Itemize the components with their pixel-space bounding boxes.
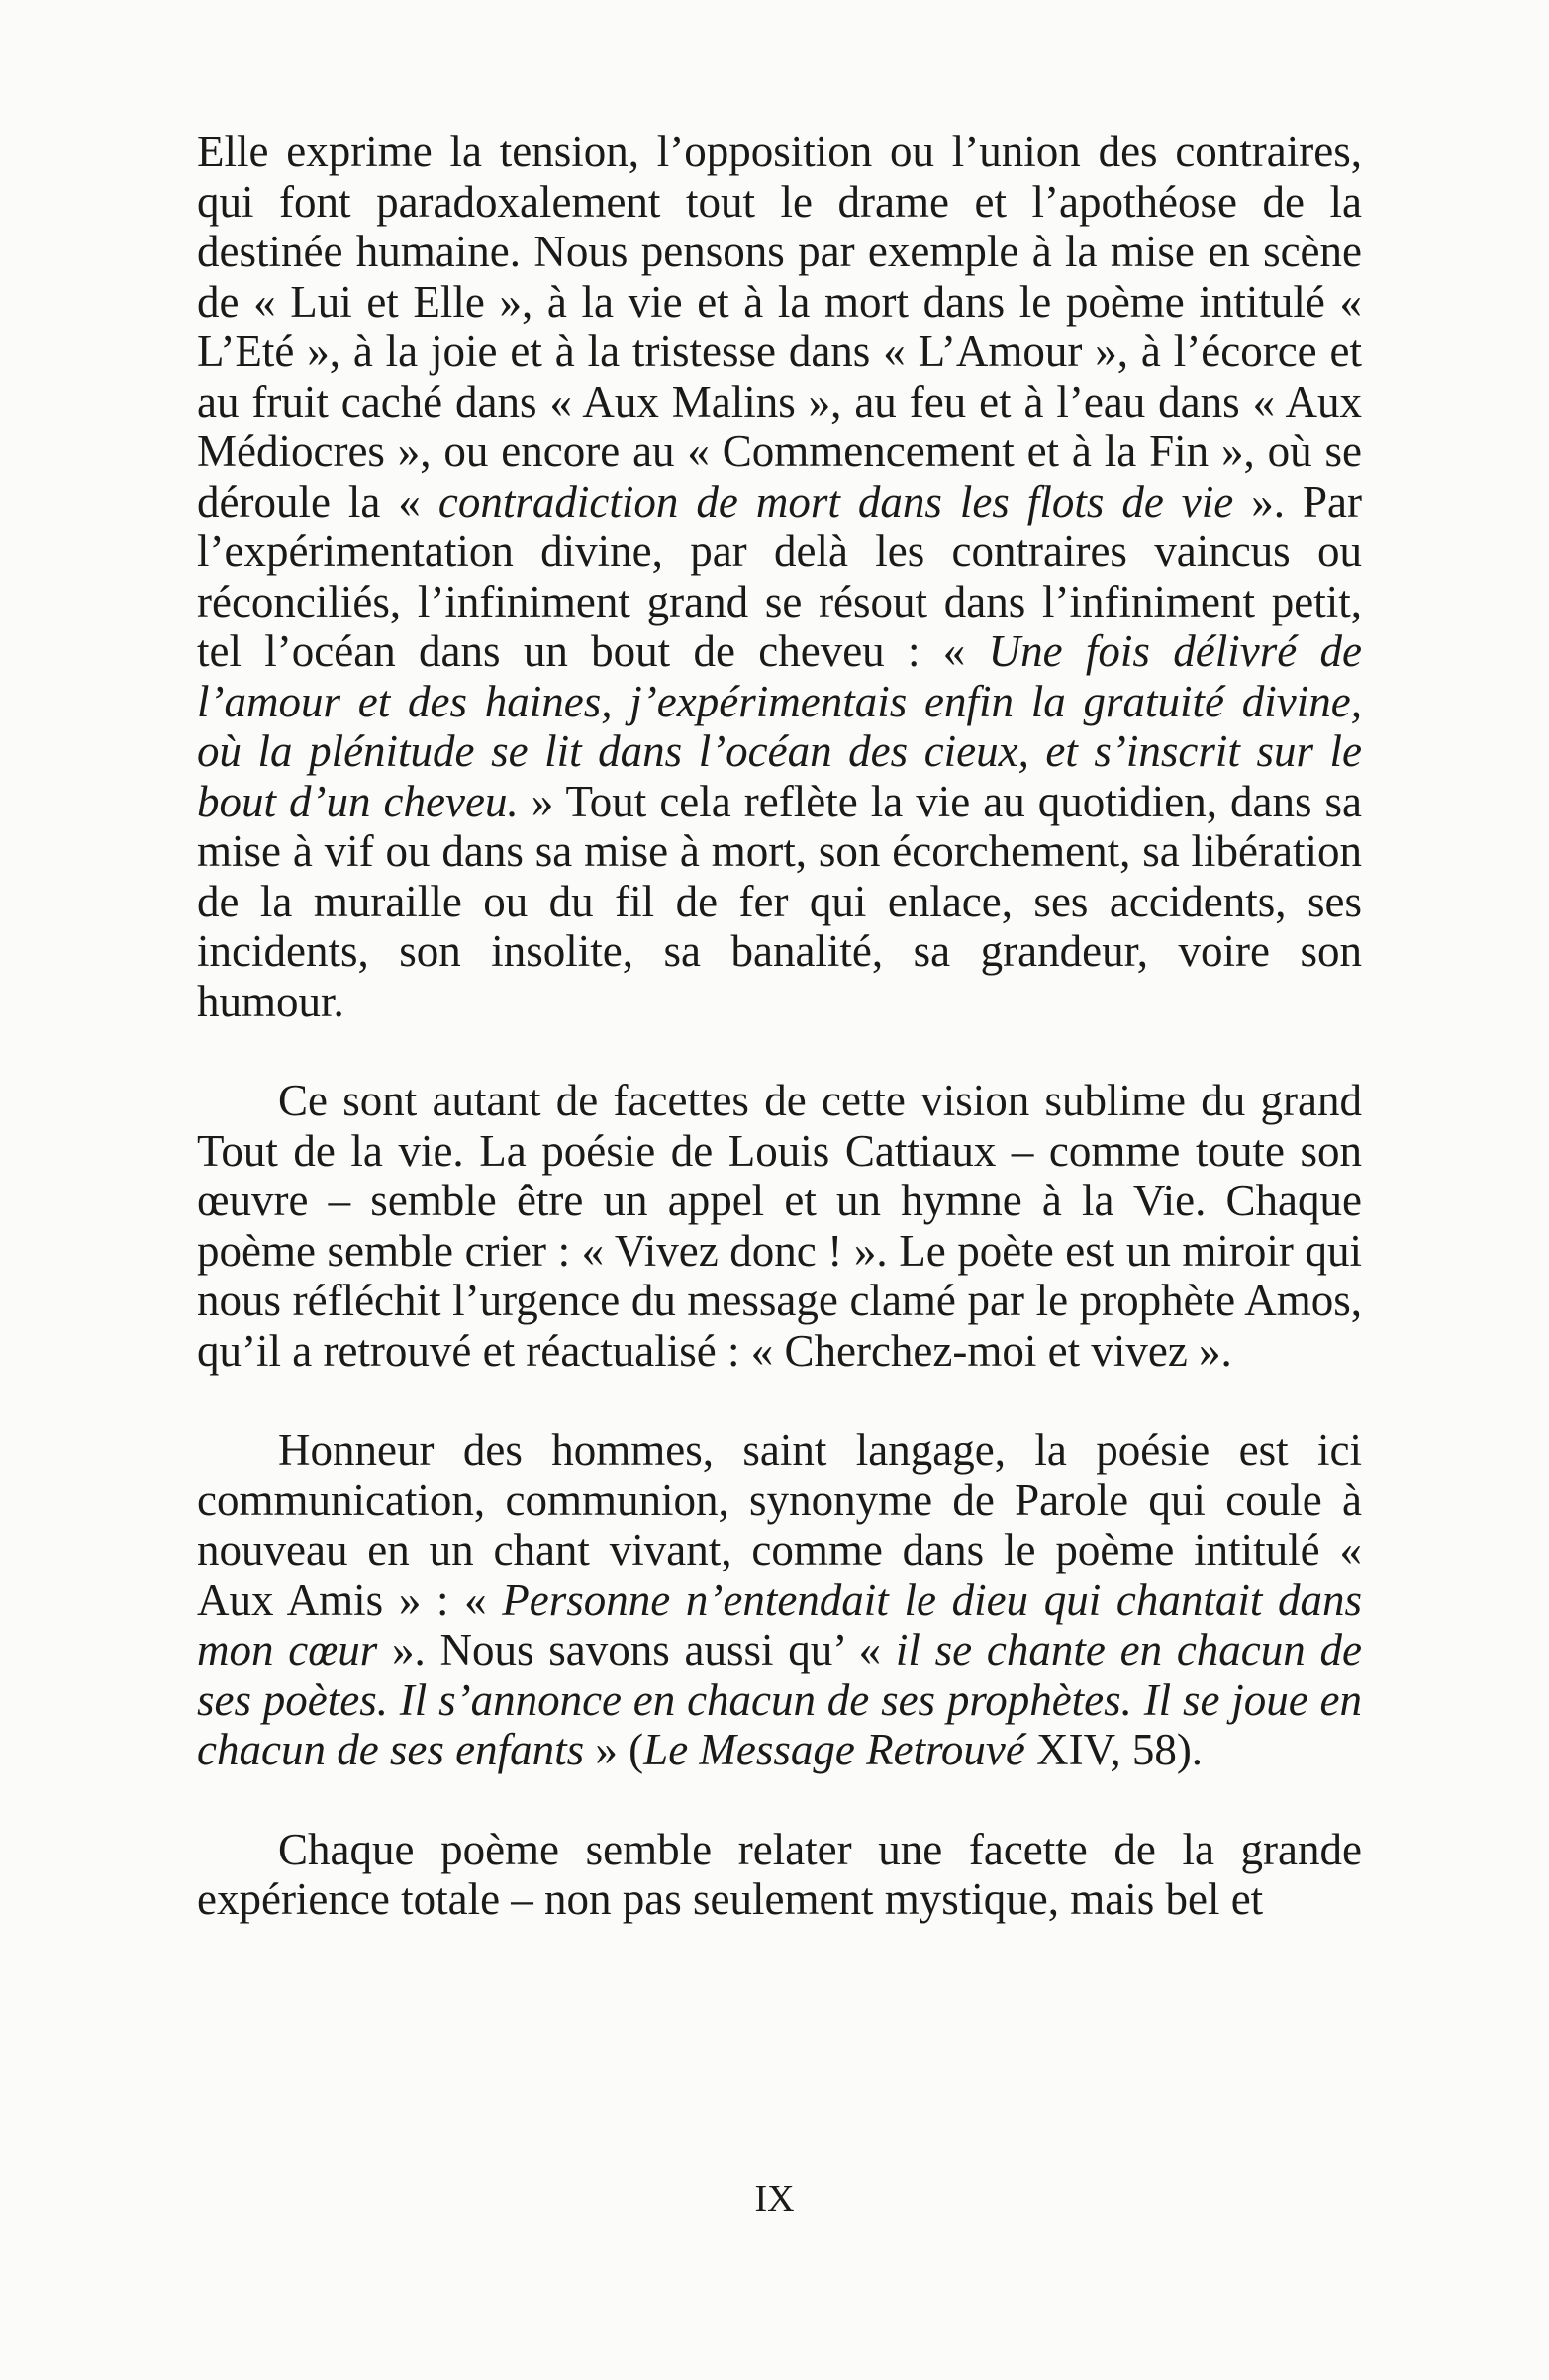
paragraph-1 [197,127,1362,1026]
paragraph-4 [197,1825,1362,1925]
italic-quote: il se chante en chacun de ses poètes. Il s’annonce en chacun de ses prophètes. Il se joue en chacun de ses enfants [197,1625,1362,1774]
italic-quote: Une fois délivré de l’amour et des haines, j’expérimentais enfin la gratuité divine, où la plénitude se lit dans l’océan des cieux, et s’inscrit sur le bout d’un cheveu. [197,626,1362,826]
page-number: IX [754,2178,795,2220]
paragraph-3 [197,1425,1362,1775]
text-run: Honneur des hommes, saint langage, la poésie est ici communication, communion, synonyme de Parole qui coule à nouveau en un chant vivant, comme dans le poème intitulé « Aux Amis » : « [197,1425,1362,1625]
italic-quote: contradiction de mort dans les flots de vie [437,476,1234,526]
text-run: Chaque poème semble relater une facette de la grande expérience totale – non pas seulement mystique, mais bel et [197,1824,1362,1924]
italic-quote: Personne n’entendait le dieu qui chantait dans mon cœur [197,1574,1362,1674]
text-run: ». Nous savons aussi qu’ « [377,1625,896,1674]
text-run: Elle exprime la tension, l’opposition ou l’union des contraires, qui font paradoxalement tout le drame et l’apothéose de la destinée humaine. Nous pensons par exemple à la mise en scène de « Lui et Elle », à la vie et à la mort dans le poème intitulé « L’Eté », à la joie et à la tristesse dans « L’Amour », à l’écorce et au fruit caché dans « Aux Malins », au feu et à l’eau dans « Aux Médiocres », ou encore au « Commencement et à la Fin », où se déroule la « [197,127,1362,526]
text-run: » Tout cela reflète la vie au quotidien, dans sa mise à vif ou dans sa mise à mort, son écorchement, sa libération de la muraille ou du fil de fer qui enlace, ses accidents, ses incidents, son insolite, sa banalité, sa grandeur, voire son humour. [197,776,1362,1026]
text-run: Ce sont autant de facettes de cette vision sublime du grand Tout de la vie. La poésie de Louis Cattiaux – comme toute son œuvre – semble être un appel et un hymne à la Vie. Chaque poème semble crier : « Vivez donc ! ». Le poète est un miroir qui nous réfléchit l’urgence du message clamé par le prophète Amos, qu’il a retrouvé et réactualisé : « Cherchez-moi et vivez ». [197,1076,1362,1376]
italic-quote: Le Message Retrouvé [643,1725,1025,1774]
paragraph-2 [197,1076,1362,1376]
body-text [197,127,1362,1925]
text-run: ». Par l’expérimentation divine, par delà les contraires vaincus ou réconciliés, l’infiniment grand se résout dans l’infiniment petit, tel l’océan dans un bout de cheveu : « [197,476,1362,676]
text-run: » ( [584,1725,644,1774]
text-run: XIV, 58). [1024,1725,1204,1774]
